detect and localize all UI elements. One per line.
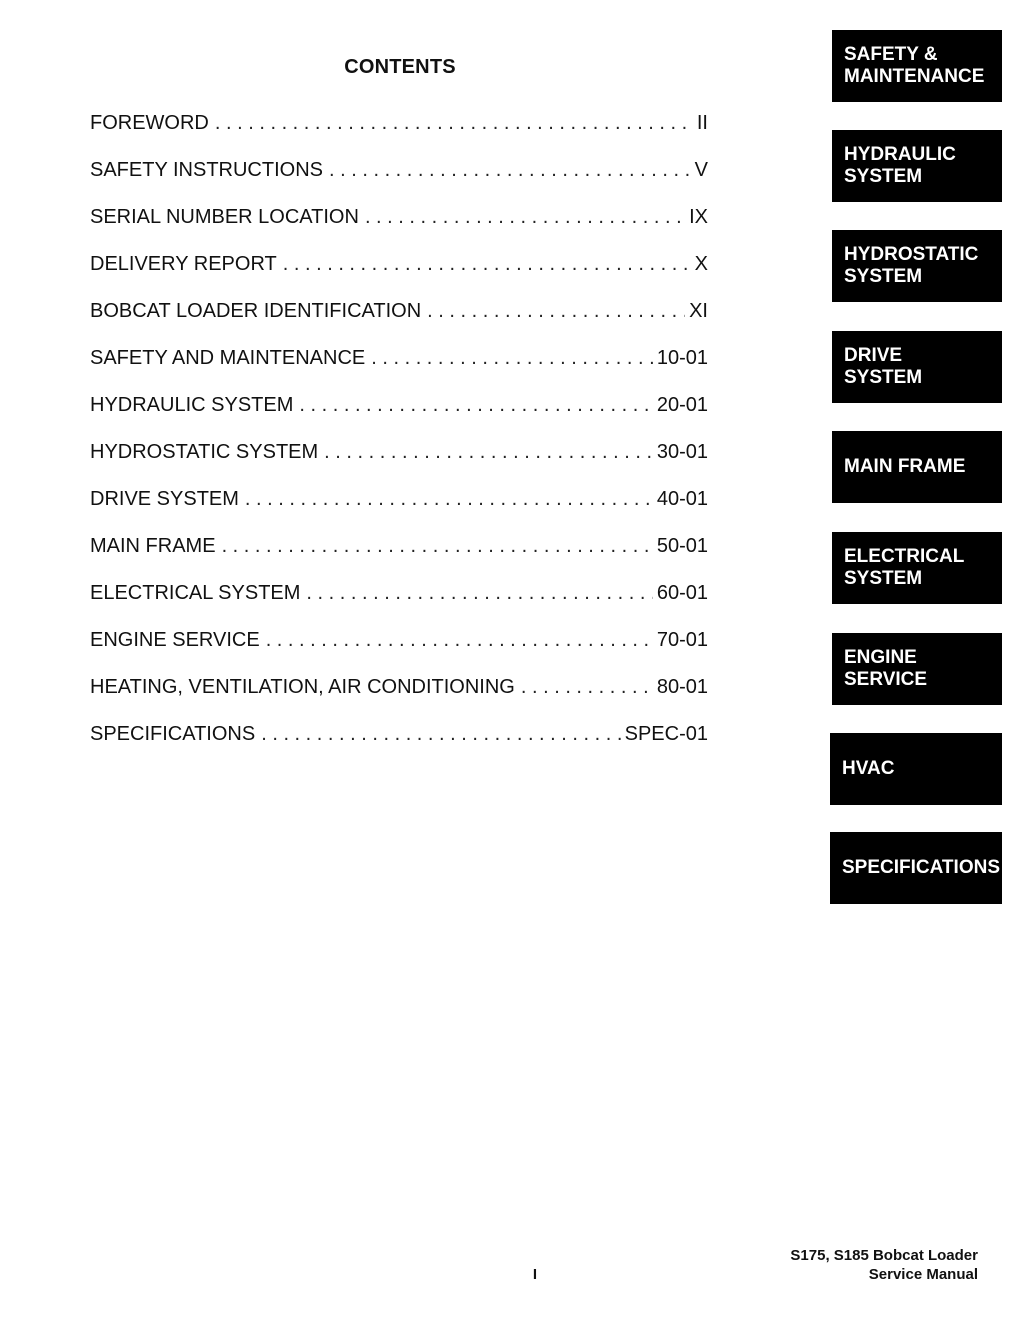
toc-entry-page: 70-01 — [653, 629, 708, 652]
toc-entry-label: DRIVE SYSTEM — [90, 488, 245, 511]
toc-entry-label: HYDROSTATIC SYSTEM — [90, 441, 324, 464]
toc-entry-label: SAFETY INSTRUCTIONS — [90, 159, 329, 182]
toc-entry-page: 20-01 — [653, 394, 708, 417]
tab-main-frame[interactable] — [832, 431, 1002, 503]
toc-entry-label: DELIVERY REPORT — [90, 253, 283, 276]
toc-entry-page: XI — [685, 300, 708, 323]
tab-specifications[interactable] — [830, 832, 1002, 904]
toc-entry-label: ENGINE SERVICE — [90, 629, 266, 652]
tab-label: DRIVE SYSTEM — [844, 345, 923, 388]
toc-entry-label: HYDRAULIC SYSTEM — [90, 394, 299, 417]
page-number: I — [532, 1266, 538, 1283]
toc-entry-label: SAFETY AND MAINTENANCE — [90, 347, 371, 370]
manual-title — [790, 1246, 978, 1284]
toc-entry-page: 40-01 — [653, 488, 708, 511]
tab-label: MAIN FRAME — [844, 456, 966, 477]
toc-entry-page: 30-01 — [653, 441, 708, 464]
toc-entry-page: 10-01 — [653, 347, 708, 370]
toc-entry-label: BOBCAT LOADER IDENTIFICATION — [90, 300, 427, 323]
toc-entry-page: X — [691, 253, 708, 276]
toc-entry-page: 60-01 — [653, 582, 708, 605]
tab-drive-system[interactable] — [832, 331, 1002, 403]
tab-label: ENGINE SERVICE — [844, 647, 928, 690]
toc-entry-label: SERIAL NUMBER LOCATION — [90, 206, 365, 229]
manual-title-line1: S175, S185 Bobcat Loader — [790, 1247, 978, 1264]
tab-label: HVAC — [842, 758, 895, 779]
toc-entry-page: V — [691, 159, 708, 182]
tab-label: SAFETY & MAINTENANCE — [844, 44, 985, 87]
tab-engine-service[interactable] — [832, 633, 1002, 705]
tab-hydraulic-system[interactable] — [832, 130, 1002, 202]
tab-label: HYDRAULIC SYSTEM — [844, 144, 956, 187]
tab-electrical-system[interactable] — [832, 532, 1002, 604]
tab-label: HYDROSTATIC SYSTEM — [844, 244, 979, 287]
page-title: CONTENTS — [344, 56, 456, 78]
toc-entry-label: HEATING, VENTILATION, AIR CONDITIONING — [90, 676, 521, 699]
tab-safety-maintenance[interactable] — [832, 30, 1002, 102]
tab-hydrostatic-system[interactable] — [832, 230, 1002, 302]
tab-label: ELECTRICAL SYSTEM — [844, 546, 965, 589]
toc-entry-label: FOREWORD — [90, 112, 215, 135]
tab-label: SPECIFICATIONS — [842, 857, 1000, 878]
toc-entry-page: 80-01 — [653, 676, 708, 699]
toc-entry-page: 50-01 — [653, 535, 708, 558]
tab-hvac[interactable] — [830, 733, 1002, 805]
toc-entry-page: II — [693, 112, 708, 135]
toc-entry-page: SPEC-01 — [621, 723, 708, 746]
toc-entry-label: ELECTRICAL SYSTEM — [90, 582, 306, 605]
toc-entry-label: SPECIFICATIONS — [90, 723, 261, 746]
manual-title-line2: Service Manual — [868, 1266, 978, 1283]
toc-entry-page: IX — [685, 206, 708, 229]
toc-entry-label: MAIN FRAME — [90, 535, 222, 558]
